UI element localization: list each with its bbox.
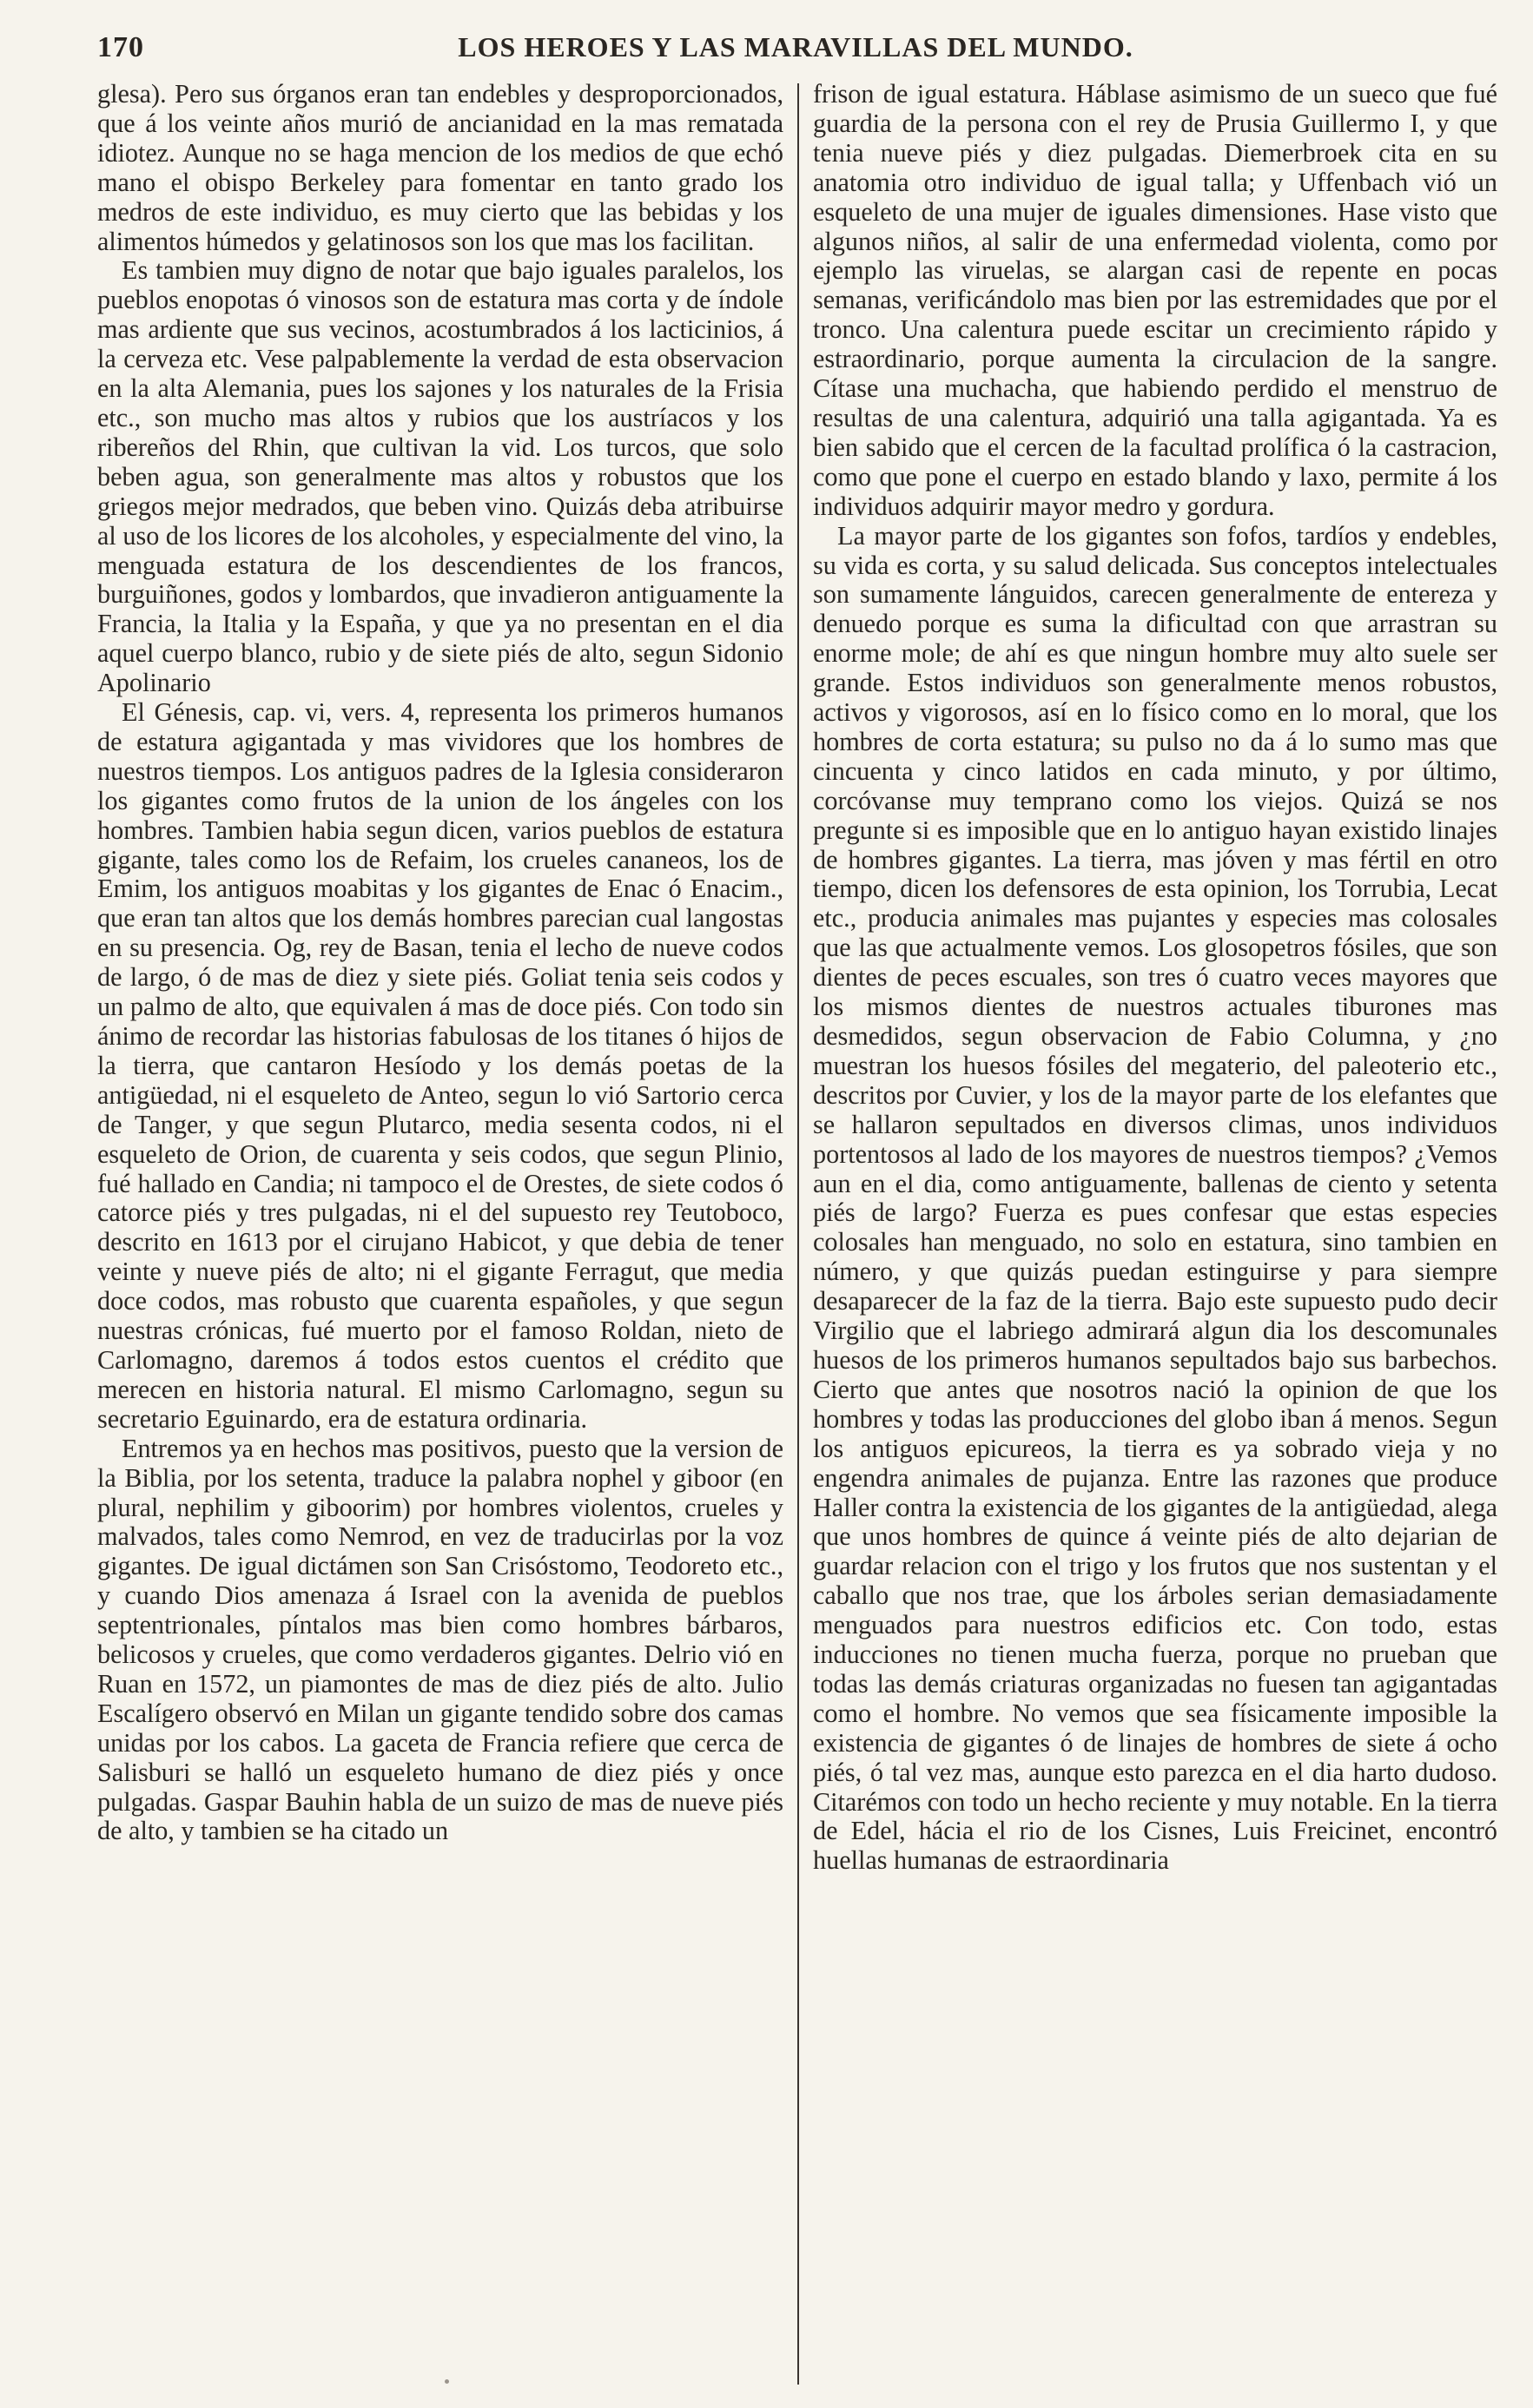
paragraph: Entremos ya en hechos mas positivos, puesto que la version de la Biblia, por los setenta, traduce la palabra nophel y giboor (en plural, nephilim y giboorim) por hombres violentos, crueles y malvados, tales como Nemrod, en vez de traducirlas por la voz gigantes. De igual dictámen son San Crisóstomo, Teodoreto etc., y cuando Dios amenaza á Israel con la avenida de pueblos septentrionales, píntalos mas bien como hombres bárbaros, belicosos y crueles, que como verdaderos gigantes. Delrio vió en Ruan en 1572, un piamontes de mas de diez piés de alto. Julio Escalígero observó en Milan un gigante tendido sobre dos camas unidas por los cabos. La gaceta de Francia refiere que cerca de Salisburi se halló un esqueleto humano de diez piés y once pulgadas. Gaspar Bauhin habla de un suizo de mas de nueve piés de alto, y tambien se ha citado un: [97, 1433, 783, 1846]
print-speck: [445, 2379, 449, 2384]
page-header: [97, 31, 1494, 69]
page-number: 170: [97, 31, 144, 63]
right-column: [813, 80, 1497, 1876]
paragraph: glesa). Pero sus órganos eran tan endebles y desproporcionados, que á los veinte años murió de ancianidad en la mas rematada idiotez. Aunque no se haga mencion de los medios de que echó mano el obispo Berkeley para fomentar en tanto grado los medros de este individuo, es muy cierto que las bebidas y los alimentos húmedos y gelatinosos son los que mas los facilitan.: [97, 79, 783, 256]
paragraph: La mayor parte de los gigantes son fofos, tardíos y endebles, su vida es corta, y su salud delicada. Sus conceptos intelectuales son sumamente lánguidos, carecen generalmente de entereza y denuedo porque es suma la dificultad con que arrastran su enorme mole; de ahí es que ningun hombre muy alto suele ser grande. Estos individuos son generalmente menos robustos, activos y vigorosos, así en lo físico como en lo moral, que los hombres de corta estatura; su pulso no da á lo sumo mas que cincuenta y cinco latidos en cada minuto, y por último, corcóvanse muy temprano como los viejos. Quizá se nos pregunte si es imposible que en lo antiguo hayan existido linajes de hombres gigantes. La tierra, mas jóven y mas fértil en otro tiempo, dicen los defensores de esta opinion, los Torrubia, Lecat etc., producia animales mas pujantes y especies mas colosales que las que actualmente vemos. Los glosopetros fósiles, que son dientes de peces escuales, son tres ó cuatro veces mayores que los mismos dientes de nuestros actuales tiburones mas desmedidos, segun observacion de Fabio Columna, y ¿no muestran los huesos fósiles del megaterio, del paleoterio etc., descritos por Cuvier, y los de la mayor parte de los elefantes que se hallaron sepultados en diversos climas, unos individuos portentosos al lado de los mayores de nuestros tiempos? ¿Vemos aun en el dia, como antiguamente, ballenas de ciento y setenta piés de largo? Fuerza es pues confesar que estas especies colosales han menguado, no solo en estatura, sino tambien en número, y que quizás puedan estinguirse y para siempre desaparecer de la faz de la tierra. Bajo este supuesto pudo decir Virgilio que el labriego admirará algun dia los descomunales huesos de los primeros humanos sepultados bajo sus barbechos. Cierto que antes que nosotros nació la opinion de que los hombres y todas las producciones del globo iban á menos. Segun los antiguos epicureos, la tierra es ya sobrado vieja y no engendra animales de pujanza. Entre las razones que produce Haller contra la existencia de los gigantes de la antigüedad, alega que unos hombres de quince á veinte piés de alto dejarian de guardar relacion con el trigo y los frutos que nos sustentan y el caballo que nos trae, que los árboles serian demasiadamente menguados para nuestros edificios etc. Con todo, estas inducciones no tienen mucha fuerza, porque no prueban que todas las demás criaturas organizadas no fuesen tan agigantadas como el hombre. No vemos que sea físicamente imposible la existencia de gigantes ó de linajes de hombres de siete á ocho piés, ó tal vez mas, aunque esto parezca en el dia harto dudoso. Citarémos con todo un hecho reciente y muy notable. En la tierra de Edel, hácia el rio de los Cisnes, Luis Freicinet, encontró huellas humanas de estraordinaria: [813, 520, 1497, 1876]
paragraph: Es tambien muy digno de notar que bajo iguales paralelos, los pueblos enopotas ó vinosos son de estatura mas corta y de índole mas ardiente que sus vecinos, acostumbrados á los lacticinios, á la cerveza etc. Vese palpablemente la verdad de esta observacion en la alta Alemania, pues los sajones y los naturales de la Frisia etc., son mucho mas altos y rubios que los austríacos y los ribereños del Rhin, que cultivan la vid. Los turcos, que solo beben agua, son generalmente mas altos y robustos que los griegos mejor medrados, que beben vino. Quizás deba atribuirse al uso de los licores de los alcoholes, y especialmente del vino, la menguada estatura de los descendientes de los francos, burguiñones, godos y lombardos, que invadieron antiguamente la Francia, la Italia y la España, y que ya no presentan en el dia aquel cuerpo blanco, rubio y de siete piés de alto, segun Sidonio Apolinario: [97, 255, 783, 698]
left-column: [97, 80, 783, 1846]
column-divider: [797, 83, 799, 2385]
paragraph: frison de igual estatura. Háblase asimismo de un sueco que fué guardia de la persona con el rey de Prusia Guillermo I, y que tenia nueve piés y diez pulgadas. Diemerbroek cita en su anatomia otro individuo de igual talla; y Uffenbach vió un esqueleto de una mujer de iguales dimensiones. Hase visto que algunos niños, al salir de una enfermedad violenta, como por ejemplo las viruelas, se alargan casi de repente en pocas semanas, verificándolo mas bien por las estremidades que por el tronco. Una calentura puede escitar un crecimiento rápido y estraordinario, porque aumenta la circulacion de la sangre. Cítase una muchacha, que habiendo perdido el menstruo de resultas de una calentura, adquirió una talla agigantada. Ya es bien sabido que el cercen de la facultad prolífica ó la castracion, como que pone el cuerpo en estado blando y laxo, permite á los individuos adquirir mayor medro y gordura.: [813, 79, 1497, 521]
paragraph: El Génesis, cap. vi, vers. 4, representa los primeros humanos de estatura agigantada y mas vividores que los hombres de nuestros tiempos. Los antiguos padres de la Iglesia consideraron los gigantes como frutos de la union de los ángeles con los hombres. Tambien habia segun dicen, varios pueblos de estatura gigante, tales como los de Refaim, los crueles cananeos, los de Emim, los antiguos moabitas y los gigantes de Enac ó Enacim., que eran tan altos que los demás hombres parecian cual langostas en su presencia. Og, rey de Basan, tenia el lecho de nueve codos de largo, ó de mas de diez y siete piés. Goliat tenia seis codos y un palmo de alto, que equivalen á mas de doce piés. Con todo sin ánimo de recordar las historias fabulosas de los titanes ó hijos de la tierra, que cantaron Hesíodo y los demás poetas de la antigüedad, ni el esqueleto de Anteo, segun lo vió Sartorio cerca de Tanger, y que segun Plutarco, media sesenta codos, ni el esqueleto de Orion, de cuarenta y seis codos, que segun Plinio, fué hallado en Candia; ni tampoco el de Orestes, de siete codos ó catorce piés y tres pulgadas, ni el del supuesto rey Teutoboco, descrito en 1613 por el cirujano Habicot, y que debia de tener veinte y nueve piés de alto; ni el gigante Ferragut, que media doce codos, mas robusto que cuarenta españoles, y que segun nuestras crónicas, fué muerto por el famoso Roldan, nieto de Carlomagno, daremos á todos estos cuentos el crédito que merecen en historia natural. El mismo Carlomagno, segun su secretario Eguinardo, era de estatura ordinaria.: [97, 697, 783, 1434]
running-title: LOS HEROES Y LAS MARAVILLAS DEL MUNDO.: [458, 31, 1133, 63]
